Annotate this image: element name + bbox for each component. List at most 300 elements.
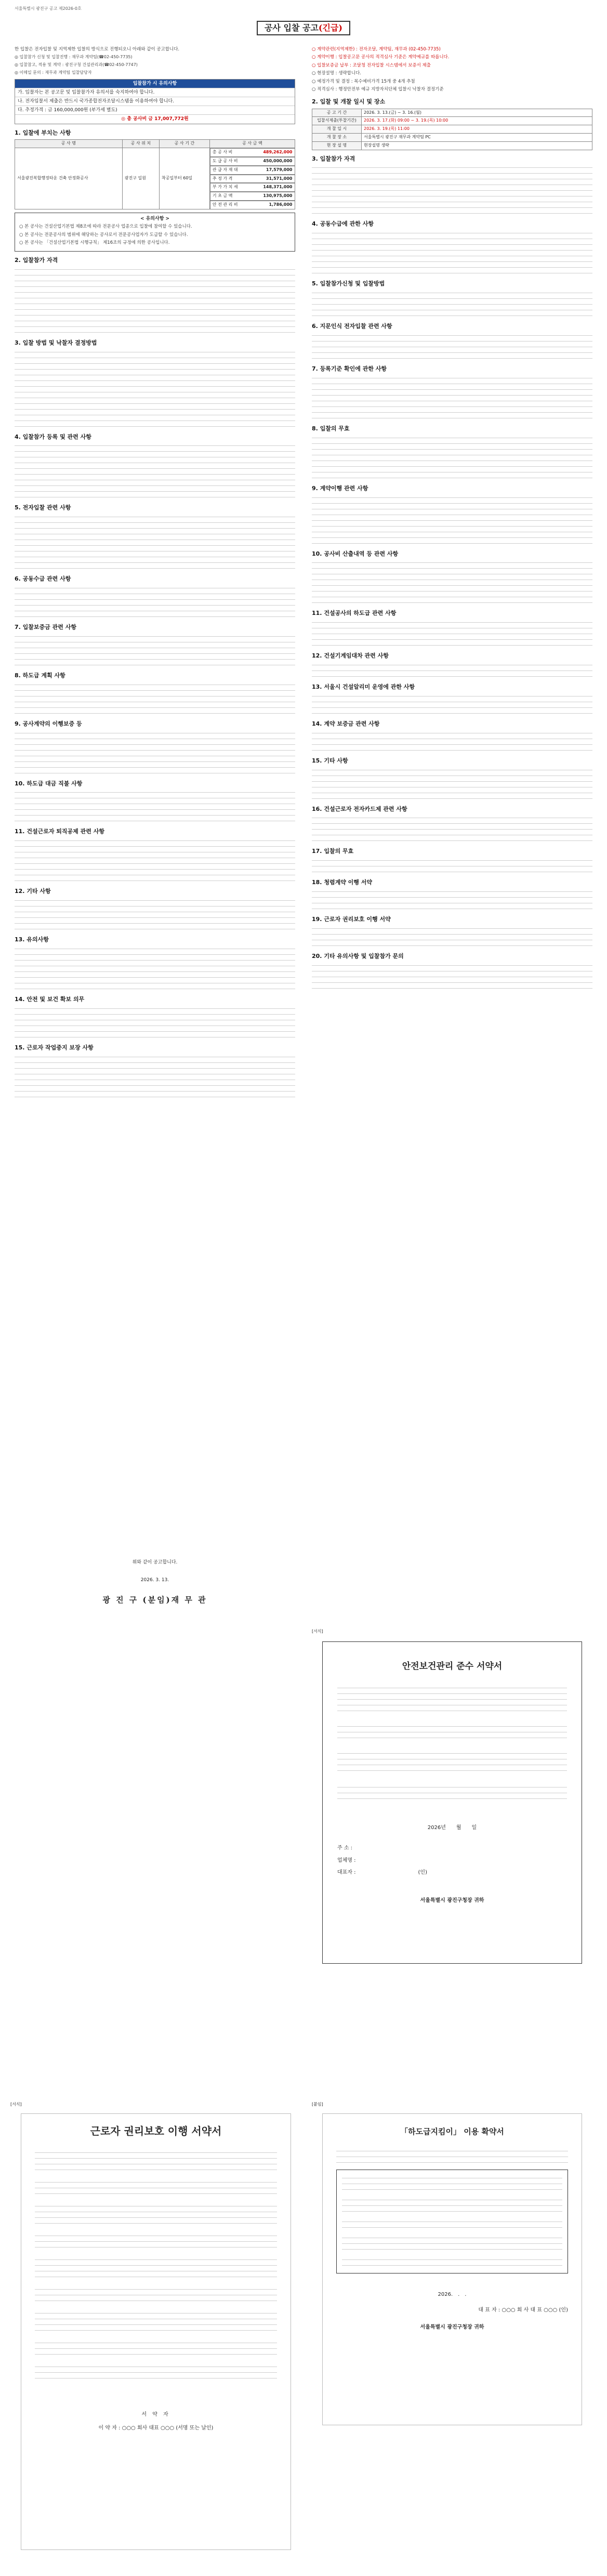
text-line	[15, 819, 295, 823]
cost-value: 130,975,000	[263, 193, 293, 199]
text-line	[15, 737, 295, 741]
text-line	[15, 807, 295, 811]
text-line	[312, 785, 592, 789]
subcontract-form-body	[323, 2137, 582, 2331]
caution-line: ○ 본 공사는 건설산업기본법 제8조에 따라 전문공사 업종으로 입찰에 참여할 수 있습니다.	[19, 224, 192, 230]
text-line	[15, 904, 295, 908]
text-line	[15, 663, 295, 667]
closing-block	[15, 1559, 295, 1606]
text-line	[312, 259, 592, 264]
table-row	[15, 148, 295, 157]
text-line	[312, 626, 592, 630]
subcontract-form-title: 「하도급지킴이」 이용 확약서	[400, 2127, 504, 2136]
bid-items-table	[15, 139, 295, 209]
section-2-title: 2. 입찰 및 개찰 일시 및 장소	[312, 98, 386, 105]
text-line	[312, 265, 592, 269]
cost-cell	[210, 148, 295, 157]
text-line	[312, 530, 592, 534]
section-title: 11. 건설공사의 하도급 관련 사항	[312, 610, 397, 617]
notice-title-urgent: (긴급)	[318, 23, 342, 33]
text-line	[15, 987, 295, 991]
text-line	[15, 898, 295, 902]
text-line	[15, 1089, 295, 1093]
text-line	[15, 537, 295, 542]
cost-cell	[210, 192, 295, 201]
text-line	[15, 549, 295, 553]
text-line	[15, 367, 295, 371]
text-line	[312, 350, 592, 354]
summary-row	[15, 97, 295, 106]
text-line	[312, 821, 592, 825]
text-line	[15, 964, 295, 968]
text-line	[312, 182, 592, 187]
text-line	[15, 748, 295, 752]
text-line	[15, 711, 295, 715]
schedule-value: 현장설명 생략	[362, 141, 592, 150]
caution-box	[15, 213, 295, 252]
text-line	[312, 583, 592, 587]
labor-pledge-form	[10, 2102, 301, 2557]
section-title: 6. 지문인식 전자입찰 관련 사항	[312, 323, 392, 330]
text-line	[15, 296, 295, 300]
text-line	[15, 657, 295, 661]
text-line	[15, 520, 295, 524]
section-title: 4. 입찰참가 등록 및 관련 사항	[15, 433, 91, 440]
text-line	[312, 464, 592, 468]
text-line	[15, 307, 295, 311]
text-line	[312, 737, 592, 741]
text-line	[15, 765, 295, 769]
text-line	[312, 236, 592, 241]
field-label: 대표자 :	[337, 1870, 356, 1876]
cost-label: 부 가 가 치 세	[212, 185, 238, 190]
text-line	[312, 507, 592, 511]
section-title: 4. 공동수급에 관한 사항	[312, 220, 374, 228]
text-line	[312, 858, 592, 862]
section-title: 8. 입찰의 무효	[312, 425, 350, 432]
section-title: 18. 청렴계약 이행 서약	[312, 879, 372, 886]
text-line	[15, 856, 295, 860]
subcontract-form-tag: [붙임]	[312, 2102, 323, 2107]
section-title: 10. 공사비 산출내역 등 관련 사항	[312, 550, 399, 557]
text-line	[312, 302, 592, 306]
section-title: 12. 건설기계임대차 관련 사항	[312, 652, 389, 660]
text-line	[312, 177, 592, 181]
text-line	[312, 416, 592, 420]
text-line	[15, 449, 295, 453]
subcontract-form-frame	[322, 2113, 582, 2425]
caution-line: ○ 본 공사는 「건설산업기본법 시행규칙」 제16조의 규정에 의한 공사입니다.	[19, 240, 170, 246]
section-title: 7. 등록기준 확인에 관한 사항	[312, 365, 387, 373]
text-line	[15, 850, 295, 854]
text-line	[15, 478, 295, 482]
safety-form-date: 2026년 월 일	[427, 1824, 477, 1831]
text-line	[15, 796, 295, 800]
text-line	[312, 572, 592, 576]
text-line	[312, 518, 592, 522]
subcontract-form	[312, 2102, 592, 2557]
table-header-cell: 공 사 기 간	[160, 140, 210, 148]
text-line	[15, 694, 295, 698]
document-number: 서울특별시 광진구 공고 제2026-0호	[15, 6, 82, 11]
schedule-table	[312, 109, 592, 150]
cost-value: 148,371,000	[263, 185, 293, 190]
text-line	[312, 410, 592, 414]
text-line	[312, 773, 592, 778]
text-line	[15, 688, 295, 692]
text-line	[15, 586, 295, 590]
summary-row-text: 가. 입찰자는 본 공고문 및 입찰참가자 유의서를 숙지하여야 합니다.	[18, 90, 155, 95]
text-line	[15, 413, 295, 417]
text-line	[312, 512, 592, 517]
text-line	[15, 418, 295, 423]
text-line	[15, 790, 295, 794]
text-line	[15, 754, 295, 758]
text-line	[15, 455, 295, 459]
text-line	[15, 390, 295, 394]
text-line	[312, 254, 592, 258]
text-line	[312, 194, 592, 198]
text-line	[15, 566, 295, 570]
text-line	[312, 637, 592, 641]
text-line	[15, 844, 295, 848]
text-line	[15, 603, 295, 607]
section-title: 5. 전자입찰 관련 사항	[15, 504, 71, 511]
section-title: 9. 계약이행 관련 사항	[312, 484, 368, 492]
text-line	[15, 1066, 295, 1070]
text-line	[15, 921, 295, 925]
cost-value: 450,000,000	[263, 159, 293, 163]
subcontract-closing: 서울특별시 광진구청장 귀하	[420, 2324, 484, 2331]
text-line	[15, 532, 295, 536]
text-line	[312, 382, 592, 386]
text-line	[312, 242, 592, 246]
text-line	[312, 577, 592, 582]
left-column	[15, 47, 295, 1100]
text-line	[15, 597, 295, 601]
text-line	[312, 975, 592, 979]
text-line	[312, 620, 592, 624]
bid-items-body	[15, 148, 295, 209]
text-line	[15, 705, 295, 709]
text-line	[15, 301, 295, 306]
cost-value: 17,579,000	[266, 167, 293, 172]
bid-items-header-row	[15, 140, 295, 148]
subcontract-signer: 대 표 자 : ○○○ 회 사 대 표 ○○○ (인)	[478, 2307, 568, 2313]
text-line	[15, 350, 295, 354]
labor-form-body	[21, 2138, 291, 2432]
text-line	[312, 768, 592, 772]
text-line	[312, 827, 592, 831]
text-line	[15, 975, 295, 979]
section-title: 3. 입찰 방법 및 낙찰자 결정방법	[15, 339, 97, 346]
labor-form-tag: [서식]	[10, 2102, 22, 2107]
summary-box	[15, 79, 295, 124]
notice-intro: 한 입찰은 전자입찰 및 지역제한 입찰의 방식으로 진행되오니 아래와 같이 공고합니다.	[15, 47, 180, 52]
text-line	[15, 495, 295, 499]
notice-title	[257, 21, 350, 35]
subcontract-terms-box	[336, 2170, 568, 2273]
cost-label: 안 전 관 리 비	[212, 202, 238, 207]
cost-label: 추 정 가 격	[212, 176, 233, 181]
cost-label: 기 초 금 액	[212, 193, 233, 199]
text-line	[15, 489, 295, 493]
text-line	[312, 393, 592, 397]
subcontract-date: 2026. . .	[438, 2292, 467, 2298]
text-line	[15, 483, 295, 488]
text-line	[15, 646, 295, 650]
text-line	[312, 600, 592, 604]
signature-field	[337, 1845, 567, 1852]
schedule-row	[312, 134, 592, 142]
section-title: 17. 입찰의 무효	[312, 848, 354, 855]
section-title: 5. 입찰참가신청 및 입찰방법	[312, 280, 385, 287]
field-label: 주 소 :	[337, 1845, 353, 1851]
text-line	[15, 651, 295, 655]
text-line	[15, 801, 295, 806]
text-line	[312, 291, 592, 295]
caution-line: ○ 본 공사는 전문공사의 범위에 해당하는 공사로서 전문공사업자가 도급할 수 있습니다.	[19, 232, 188, 238]
text-line	[312, 595, 592, 599]
text-line	[312, 926, 592, 930]
schedule-value: 2026. 3. 13.(금) ~ 3. 16.(월)	[362, 109, 592, 117]
section-title: 15. 기타 사항	[312, 757, 348, 764]
section-title: 3. 입찰참가 자격	[312, 155, 355, 162]
text-line	[15, 861, 295, 865]
text-line	[312, 796, 592, 800]
labor-signer: 이 약 자 : ○○○ 회사 대표 ○○○ (서명 또는 날인)	[98, 2425, 214, 2431]
text-line	[15, 640, 295, 644]
text-line	[312, 663, 592, 667]
text-line	[312, 748, 592, 752]
text-line	[15, 910, 295, 914]
text-line	[312, 376, 592, 380]
table-header-cell: 공 사 금 액	[209, 140, 295, 148]
section-title: 14. 안전 및 보건 확보 의무	[15, 995, 85, 1003]
text-line	[312, 165, 592, 169]
schedule-body	[312, 109, 592, 150]
text-line	[15, 614, 295, 619]
text-line	[15, 407, 295, 411]
text-line	[15, 771, 295, 775]
text-line	[15, 609, 295, 613]
table-header-cell: 공 사 위 치	[122, 140, 159, 148]
text-line	[312, 986, 592, 990]
text-line	[312, 501, 592, 505]
project-name-cell: 서울광진복합행정타운 건축 안정화공사	[15, 148, 123, 209]
text-line	[15, 1006, 295, 1010]
schedule-value: 2026. 3. 17.(화) 09:00 ~ 3. 19.(목) 10:00	[362, 117, 592, 125]
text-line	[312, 436, 592, 440]
section-title: 13. 서울시 건설알리미 운영에 관한 사항	[312, 684, 415, 691]
text-line	[312, 932, 592, 936]
text-line	[15, 526, 295, 530]
text-line	[15, 319, 295, 323]
text-line	[312, 906, 592, 911]
text-line	[312, 211, 592, 215]
text-line	[15, 958, 295, 962]
cost-cell	[210, 201, 295, 209]
text-line	[312, 560, 592, 564]
text-line	[15, 373, 295, 377]
section-title: 13. 유의사항	[15, 936, 49, 943]
text-line	[15, 401, 295, 405]
schedule-row	[312, 125, 592, 134]
text-line	[15, 759, 295, 764]
text-line	[15, 1035, 295, 1039]
text-line	[312, 711, 592, 715]
cost-cell	[210, 157, 295, 166]
text-line	[15, 981, 295, 985]
text-line	[312, 938, 592, 942]
text-line	[15, 742, 295, 746]
section-title: 6. 공동수급 관련 사항	[15, 575, 71, 583]
text-line	[312, 889, 592, 893]
text-line	[312, 171, 592, 175]
text-line	[312, 816, 592, 820]
text-line	[15, 290, 295, 294]
text-line	[15, 472, 295, 476]
text-line	[312, 742, 592, 746]
summary-header: 입찰참가 시 유의사항	[15, 80, 295, 88]
text-line	[15, 443, 295, 448]
text-line	[15, 1072, 295, 1076]
text-line	[312, 566, 592, 570]
right-column	[312, 47, 592, 992]
text-line	[15, 384, 295, 388]
text-line	[15, 1060, 295, 1064]
text-line	[15, 1083, 295, 1087]
seal-mark: (인)	[418, 1870, 427, 1876]
labor-form-frame	[21, 2113, 291, 2550]
text-line	[312, 541, 592, 545]
text-line	[15, 361, 295, 365]
text-line	[15, 424, 295, 428]
info-item: ○ 현장설명 : 생략합니다.	[312, 71, 361, 76]
section-title: 15. 근로자 작업중지 보장 사항	[15, 1044, 94, 1051]
schedule-label: 현 장 설 명	[312, 141, 362, 150]
text-line	[15, 555, 295, 559]
section-title: 2. 입찰참가 자격	[15, 256, 58, 264]
text-line	[15, 461, 295, 465]
text-line	[312, 700, 592, 704]
safety-form-closing: 서울특별시 광진구청장 귀하	[420, 1897, 484, 1903]
section-title: 16. 건설근로자 전자카드제 관련 사항	[312, 805, 407, 812]
text-line	[15, 927, 295, 931]
right-top-items	[312, 47, 592, 93]
location-cell: 광진구 일원	[122, 148, 159, 209]
text-line	[15, 838, 295, 843]
summary-rows	[15, 88, 295, 114]
schedule-label: 개 찰 일 시	[312, 125, 362, 134]
bid-notice-page	[15, 6, 592, 1624]
text-line	[15, 396, 295, 400]
cost-label: 관 급 자 재 대	[212, 167, 238, 172]
text-line	[312, 779, 592, 783]
text-line	[15, 700, 295, 704]
section-title: 11. 건설근로자 퇴직공제 관련 사항	[15, 828, 104, 835]
text-line	[15, 515, 295, 519]
right-sections	[312, 155, 592, 990]
section-title: 7. 입찰보증금 관련 사항	[15, 624, 76, 631]
signature-field	[337, 1869, 567, 1876]
contact-item: ◎ 이메일 문의 : 재무과 계약팀 입찰담당자	[15, 70, 92, 75]
text-line	[312, 980, 592, 984]
text-line	[15, 356, 295, 360]
info-item: ○ 예정가격 및 결정 : 복수예비가격 15개 중 4개 추첨	[312, 78, 415, 84]
safety-pledge-form	[312, 1629, 592, 1975]
text-line	[312, 901, 592, 905]
text-line	[15, 813, 295, 817]
text-line	[15, 378, 295, 383]
text-line	[15, 1029, 295, 1033]
text-line	[15, 313, 295, 317]
left-sections	[15, 257, 295, 1099]
text-line	[312, 339, 592, 343]
cost-label: 총 공 사 비	[212, 150, 233, 155]
section-title: 20. 기타 유의사항 및 입찰참가 문의	[312, 952, 404, 960]
contact-item: ◎ 입찰참가 신청 및 입찰진행 : 재무과 계약팀(☎02-450-7735)	[15, 55, 133, 60]
caution-header: < 유의사항 >	[140, 216, 170, 222]
text-line	[312, 200, 592, 204]
contact-list	[15, 55, 295, 75]
summary-row	[15, 106, 295, 114]
safety-form-frame	[322, 1641, 582, 1964]
text-line	[312, 453, 592, 457]
info-item: ○ 계약이행 : 입찰공고문 공사의 적격심사 기준은 계약예규를 따릅니다.	[312, 55, 450, 60]
text-line	[312, 296, 592, 300]
text-line	[312, 632, 592, 636]
schedule-label: 개 찰 장 소	[312, 134, 362, 142]
text-line	[15, 1077, 295, 1082]
text-line	[312, 248, 592, 252]
text-line	[312, 404, 592, 409]
text-line	[312, 895, 592, 899]
summary-row	[15, 88, 295, 97]
text-line	[312, 399, 592, 403]
text-line	[15, 560, 295, 564]
text-line	[312, 833, 592, 837]
text-line	[312, 963, 592, 967]
schedule-value: 2026. 3. 19.(목) 11:00	[362, 125, 592, 134]
text-line	[15, 947, 295, 951]
schedule-label: 공 고 기 간	[312, 109, 362, 117]
text-line	[312, 458, 592, 463]
notice-date: 2026. 3. 13.	[140, 1578, 169, 1583]
text-line	[15, 878, 295, 883]
text-line	[312, 231, 592, 235]
cost-value: 31,571,000	[266, 176, 293, 181]
signature-field	[337, 1857, 567, 1864]
cost-cell	[210, 175, 295, 183]
text-line	[15, 1095, 295, 1099]
section-title: 12. 기타 사항	[15, 888, 51, 895]
text-line	[312, 470, 592, 474]
info-item: ○ 적격심사 : 행정안전부 예규 지방자치단체 입찰시 낙찰자 결정기준	[312, 87, 444, 93]
cost-cell	[210, 183, 295, 192]
section-title: 14. 계약 보증금 관련 사항	[312, 720, 380, 727]
section-1-title: 1. 입찰에 부치는 사항	[15, 129, 71, 136]
notice-title-main: 공사 입찰 공고	[265, 23, 319, 33]
text-line	[15, 284, 295, 288]
text-line	[312, 308, 592, 312]
text-line	[312, 524, 592, 528]
text-line	[15, 543, 295, 547]
summary-row-text: 다. 추정가격 : 금 160,000,000원 (부가세 별도)	[18, 108, 117, 113]
text-line	[15, 466, 295, 470]
period-cell: 착공일부터 60일	[160, 148, 210, 209]
text-line	[312, 943, 592, 948]
